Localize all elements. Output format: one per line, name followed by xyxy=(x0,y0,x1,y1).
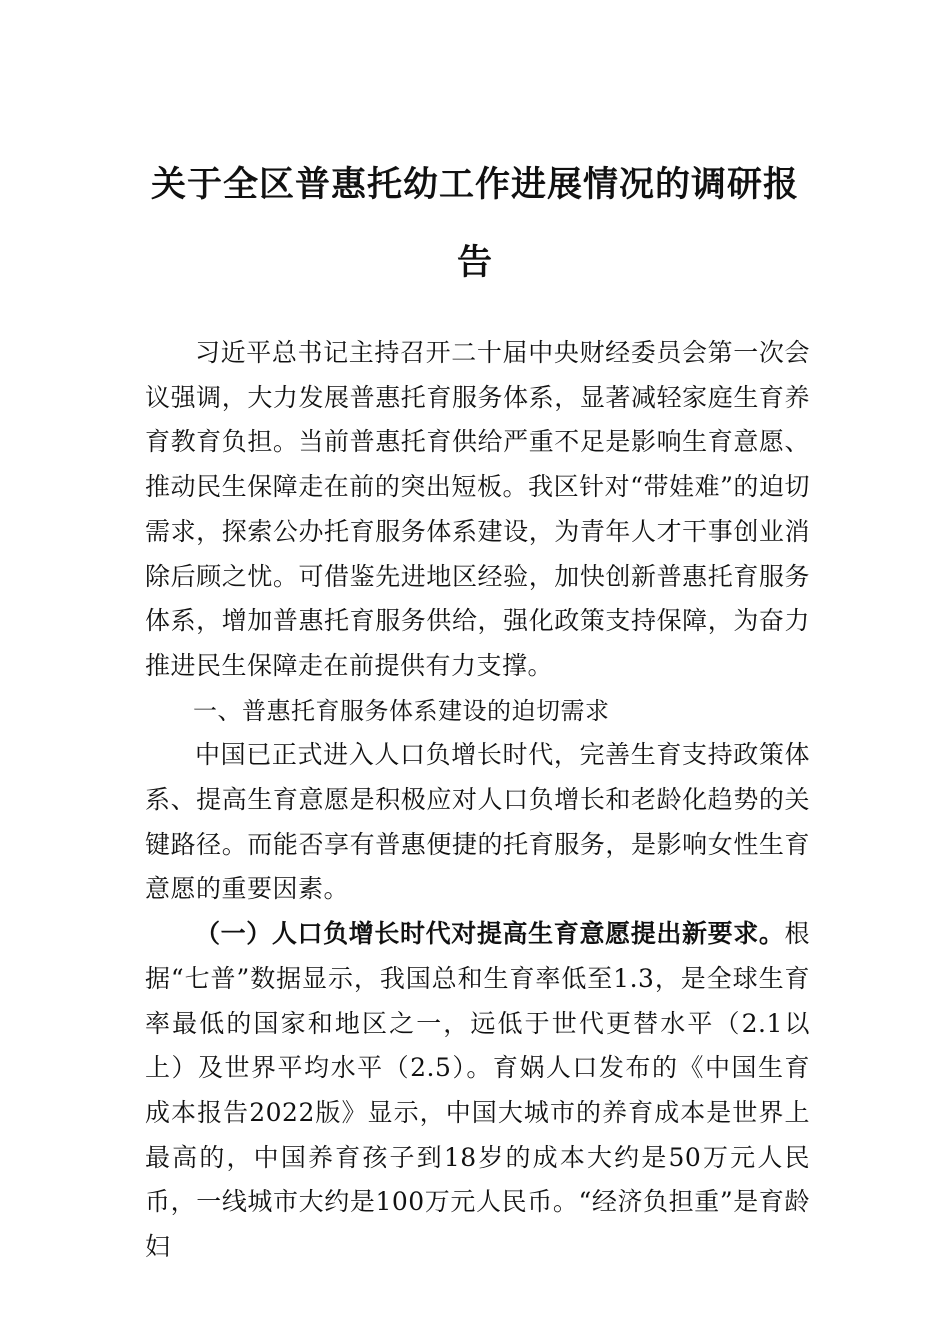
subsection-1-text: 根据“七普”数据显示，我国总和生育率低至1.3，是全球生育率最低的国家和地区之一，远低于世代更替水平（2.1以上）及世界平均水平（2.5）。育娲人口发布的《中国生育成本报告2022版》显示，中国大城市的养育成本是世界上最高的，中国养育孩子到18岁的成本大约是50万元人民币，一线城市大约是100万元人民币。“经济负担重”是育龄妇 xyxy=(145,919,810,1262)
section-heading-1: 一、普惠托育服务体系建设的迫切需求 xyxy=(193,696,610,725)
document-title: 关于全区普惠托幼工作进展情况的调研报告 xyxy=(150,165,799,283)
subsection-1-lead: （一）人口负增长时代对提高生育意愿提出新要求。 xyxy=(195,919,785,949)
section-1-paragraph: 中国已正式进入人口负增长时代，完善生育支持政策体系、提高生育意愿是积极应对人口负增长和老龄化趋势的关键路径。而能否享有普惠便捷的托育服务，是影响女性生育意愿的重要因素。 xyxy=(145,740,810,904)
document-body xyxy=(145,331,810,1270)
intro-paragraph: 习近平总书记主持召开二十届中央财经委员会第一次会议强调，大力发展普惠托育服务体系，显著减轻家庭生育养育教育负担。当前普惠托育供给严重不足是影响生育意愿、推动民生保障走在前的突出短板。我区针对“带娃难”的迫切需求，探索公办托育服务体系建设，为青年人才干事创业消除后顾之忧。可借鉴先进地区经验，加快创新普惠托育服务体系，增加普惠托育服务供给，强化政策支持保障，为奋力推进民生保障走在前提供有力支撑。 xyxy=(145,338,810,680)
subsection-1-paragraph xyxy=(145,912,810,1270)
